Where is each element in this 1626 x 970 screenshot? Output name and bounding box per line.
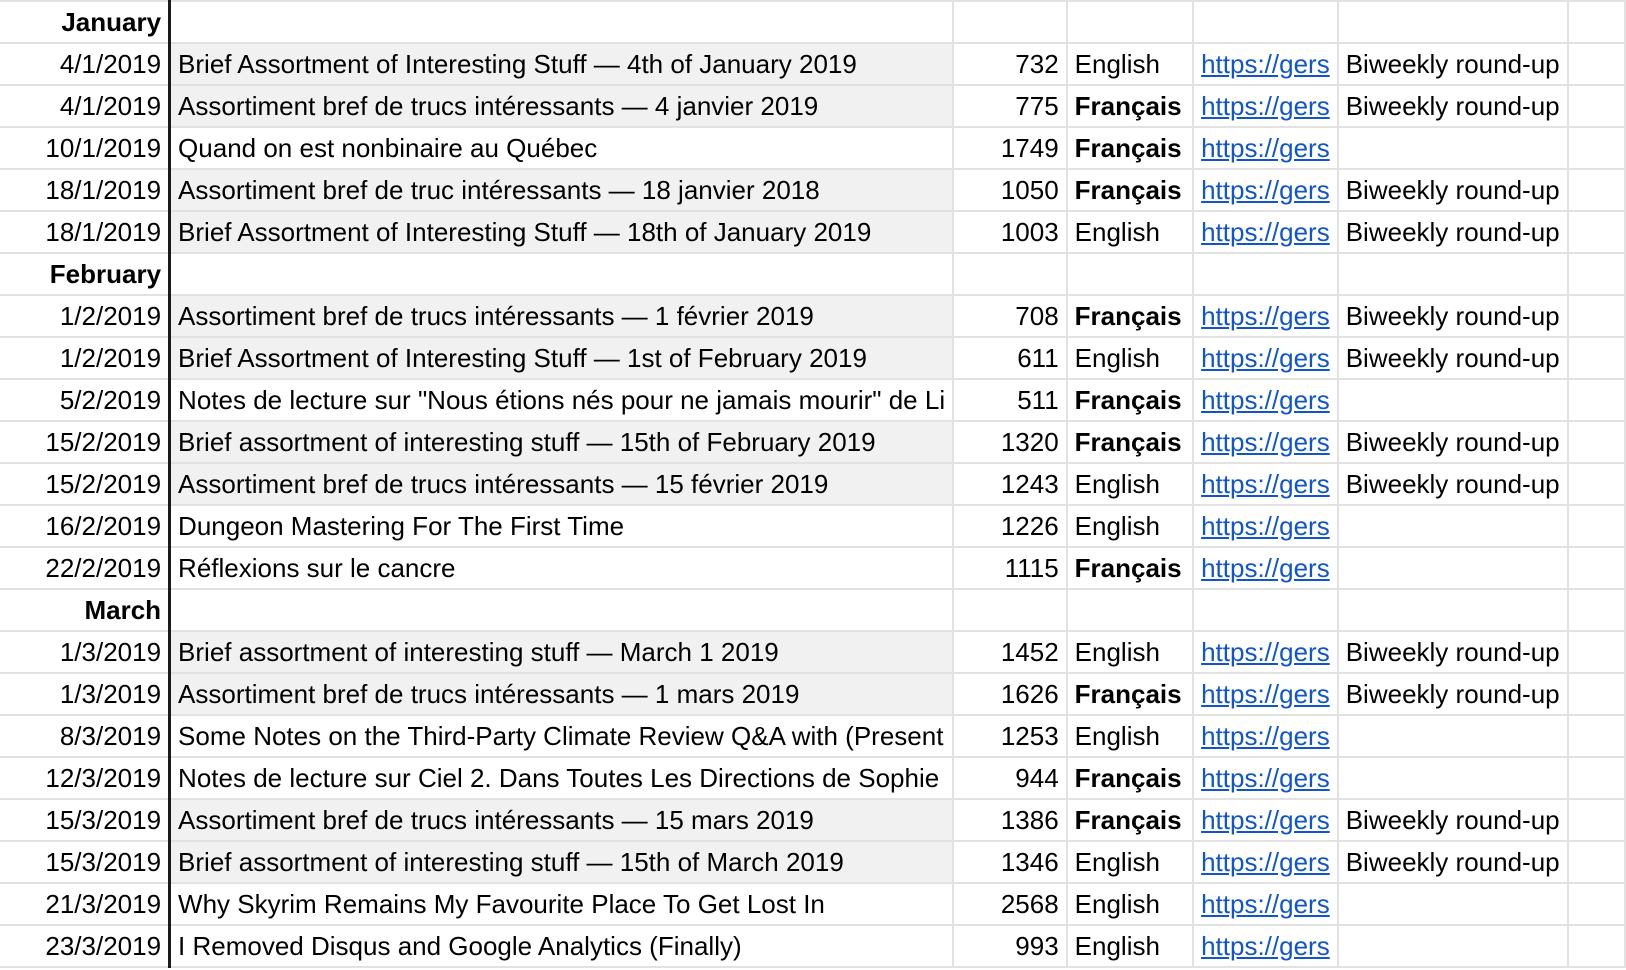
title-cell[interactable]: Brief Assortment of Interesting Stuff — 4th of January 2019: [170, 43, 954, 85]
date-cell[interactable]: 22/2/2019: [0, 547, 170, 589]
title-cell[interactable]: Brief assortment of interesting stuff — 15th of March 2019: [170, 841, 954, 883]
empty-cell[interactable]: [1568, 85, 1625, 127]
category-cell[interactable]: Biweekly round-up: [1338, 211, 1568, 253]
word-count-cell[interactable]: 1346: [953, 841, 1067, 883]
category-cell[interactable]: Biweekly round-up: [1338, 463, 1568, 505]
link-cell[interactable]: https://gers: [1193, 757, 1338, 799]
date-cell[interactable]: 23/3/2019: [0, 925, 170, 967]
table-row: [0, 883, 1625, 925]
language-cell[interactable]: Français: [1067, 379, 1193, 421]
link-cell[interactable]: https://gers: [1193, 505, 1338, 547]
empty-cell[interactable]: [1568, 757, 1625, 799]
spreadsheet-body: [0, 1, 1625, 967]
empty-cell[interactable]: [1568, 505, 1625, 547]
date-cell[interactable]: 21/3/2019: [0, 883, 170, 925]
month-header-row: [0, 1, 1625, 43]
table-row: [0, 631, 1625, 673]
table-row: [0, 673, 1625, 715]
link-cell[interactable]: https://gers: [1193, 673, 1338, 715]
date-cell[interactable]: 1/2/2019: [0, 337, 170, 379]
table-row: [0, 757, 1625, 799]
table-row: [0, 169, 1625, 211]
table-row: [0, 463, 1625, 505]
empty-cell[interactable]: [1568, 841, 1625, 883]
title-cell[interactable]: Assortiment bref de trucs intéressants — 4 janvier 2019: [170, 85, 954, 127]
language-cell[interactable]: English: [1067, 715, 1193, 757]
title-cell[interactable]: I Removed Disqus and Google Analytics (Finally): [170, 925, 954, 967]
empty-cell[interactable]: [170, 589, 954, 631]
word-count-cell[interactable]: 1243: [953, 463, 1067, 505]
empty-cell[interactable]: [1193, 1, 1338, 43]
table-row: [0, 379, 1625, 421]
word-count-cell[interactable]: 993: [953, 925, 1067, 967]
date-cell[interactable]: 15/3/2019: [0, 799, 170, 841]
empty-cell[interactable]: [1193, 253, 1338, 295]
table-row: [0, 127, 1625, 169]
table-row: [0, 43, 1625, 85]
empty-cell[interactable]: [1568, 631, 1625, 673]
link-cell[interactable]: https://gers: [1193, 715, 1338, 757]
language-cell[interactable]: English: [1067, 43, 1193, 85]
table-row: [0, 715, 1625, 757]
category-cell[interactable]: Biweekly round-up: [1338, 169, 1568, 211]
category-cell[interactable]: Biweekly round-up: [1338, 799, 1568, 841]
date-cell[interactable]: 8/3/2019: [0, 715, 170, 757]
empty-cell[interactable]: [1568, 127, 1625, 169]
date-cell[interactable]: 15/3/2019: [0, 841, 170, 883]
empty-cell[interactable]: [1067, 589, 1193, 631]
empty-cell[interactable]: [1568, 379, 1625, 421]
link-cell[interactable]: https://gers: [1193, 295, 1338, 337]
language-cell[interactable]: Français: [1067, 757, 1193, 799]
date-cell[interactable]: 18/1/2019: [0, 211, 170, 253]
category-cell[interactable]: Biweekly round-up: [1338, 841, 1568, 883]
table-row: [0, 547, 1625, 589]
empty-cell[interactable]: [1568, 799, 1625, 841]
month-header-row: [0, 589, 1625, 631]
word-count-cell[interactable]: 1320: [953, 421, 1067, 463]
empty-cell[interactable]: [1568, 169, 1625, 211]
title-cell[interactable]: Quand on est nonbinaire au Québec: [170, 127, 954, 169]
table-row: [0, 85, 1625, 127]
category-cell[interactable]: Biweekly round-up: [1338, 631, 1568, 673]
category-cell[interactable]: Biweekly round-up: [1338, 673, 1568, 715]
language-cell[interactable]: English: [1067, 337, 1193, 379]
empty-cell[interactable]: [1193, 589, 1338, 631]
language-cell[interactable]: English: [1067, 883, 1193, 925]
word-count-cell[interactable]: 1253: [953, 715, 1067, 757]
title-cell[interactable]: Brief assortment of interesting stuff — March 1 2019: [170, 631, 954, 673]
empty-cell[interactable]: [1338, 1, 1568, 43]
link-cell[interactable]: https://gers: [1193, 841, 1338, 883]
empty-cell[interactable]: [1568, 421, 1625, 463]
word-count-cell[interactable]: 1003: [953, 211, 1067, 253]
table-row: [0, 337, 1625, 379]
language-cell[interactable]: English: [1067, 463, 1193, 505]
date-cell[interactable]: 15/2/2019: [0, 463, 170, 505]
title-cell[interactable]: Assortiment bref de trucs intéressants — 15 mars 2019: [170, 799, 954, 841]
word-count-cell[interactable]: 944: [953, 757, 1067, 799]
language-cell[interactable]: Français: [1067, 169, 1193, 211]
empty-cell[interactable]: [1568, 715, 1625, 757]
category-cell[interactable]: [1338, 715, 1568, 757]
word-count-cell[interactable]: 1115: [953, 547, 1067, 589]
empty-cell[interactable]: [1568, 883, 1625, 925]
link-cell[interactable]: https://gers: [1193, 925, 1338, 967]
category-cell[interactable]: Biweekly round-up: [1338, 43, 1568, 85]
category-cell[interactable]: Biweekly round-up: [1338, 337, 1568, 379]
empty-cell[interactable]: [1568, 337, 1625, 379]
table-row: [0, 799, 1625, 841]
link-cell[interactable]: https://gers: [1193, 211, 1338, 253]
word-count-cell[interactable]: 708: [953, 295, 1067, 337]
empty-cell[interactable]: [170, 1, 954, 43]
category-cell[interactable]: [1338, 757, 1568, 799]
title-cell[interactable]: Brief assortment of interesting stuff — 15th of February 2019: [170, 421, 954, 463]
date-cell[interactable]: 16/2/2019: [0, 505, 170, 547]
month-header-cell[interactable]: January: [0, 1, 170, 43]
word-count-cell[interactable]: 775: [953, 85, 1067, 127]
empty-cell[interactable]: [1568, 211, 1625, 253]
language-cell[interactable]: Français: [1067, 673, 1193, 715]
month-header-row: [0, 253, 1625, 295]
language-cell[interactable]: Français: [1067, 799, 1193, 841]
empty-cell[interactable]: [953, 1, 1067, 43]
title-cell[interactable]: Assortiment bref de truc intéressants — 18 janvier 2018: [170, 169, 954, 211]
language-cell[interactable]: Français: [1067, 295, 1193, 337]
category-cell[interactable]: [1338, 925, 1568, 967]
month-header-cell[interactable]: March: [0, 589, 170, 631]
language-cell[interactable]: English: [1067, 631, 1193, 673]
empty-cell[interactable]: [1338, 253, 1568, 295]
link-cell[interactable]: https://gers: [1193, 631, 1338, 673]
date-cell[interactable]: 15/2/2019: [0, 421, 170, 463]
title-cell[interactable]: Notes de lecture sur Ciel 2. Dans Toutes Les Directions de Sophie: [170, 757, 954, 799]
month-header-cell[interactable]: February: [0, 253, 170, 295]
link-cell[interactable]: https://gers: [1193, 43, 1338, 85]
table-row: [0, 211, 1625, 253]
table-row: [0, 841, 1625, 883]
language-cell[interactable]: Français: [1067, 85, 1193, 127]
word-count-cell[interactable]: 1452: [953, 631, 1067, 673]
link-cell[interactable]: https://gers: [1193, 337, 1338, 379]
date-cell[interactable]: 12/3/2019: [0, 757, 170, 799]
table-row: [0, 295, 1625, 337]
word-count-cell[interactable]: 732: [953, 43, 1067, 85]
language-cell[interactable]: Français: [1067, 421, 1193, 463]
category-cell[interactable]: [1338, 883, 1568, 925]
word-count-cell[interactable]: 1749: [953, 127, 1067, 169]
date-cell[interactable]: 10/1/2019: [0, 127, 170, 169]
date-cell[interactable]: 4/1/2019: [0, 43, 170, 85]
empty-cell[interactable]: [1568, 589, 1625, 631]
title-cell[interactable]: Notes de lecture sur "Nous étions nés pour ne jamais mourir" de Li: [170, 379, 954, 421]
title-cell[interactable]: Why Skyrim Remains My Favourite Place To Get Lost In: [170, 883, 954, 925]
language-cell[interactable]: English: [1067, 841, 1193, 883]
empty-cell[interactable]: [1568, 547, 1625, 589]
link-cell[interactable]: https://gers: [1193, 547, 1338, 589]
word-count-cell[interactable]: 1386: [953, 799, 1067, 841]
link-cell[interactable]: https://gers: [1193, 127, 1338, 169]
category-cell[interactable]: Biweekly round-up: [1338, 85, 1568, 127]
table-row: [0, 505, 1625, 547]
title-cell[interactable]: Dungeon Mastering For The First Time: [170, 505, 954, 547]
empty-cell[interactable]: [1568, 295, 1625, 337]
title-cell[interactable]: Assortiment bref de trucs intéressants — 1 février 2019: [170, 295, 954, 337]
category-cell[interactable]: [1338, 505, 1568, 547]
word-count-cell[interactable]: 1626: [953, 673, 1067, 715]
link-cell[interactable]: https://gers: [1193, 463, 1338, 505]
title-cell[interactable]: Réflexions sur le cancre: [170, 547, 954, 589]
word-count-cell[interactable]: 1050: [953, 169, 1067, 211]
empty-cell[interactable]: [1067, 1, 1193, 43]
title-cell[interactable]: Some Notes on the Third-Party Climate Review Q&A with (Present: [170, 715, 954, 757]
date-cell[interactable]: 5/2/2019: [0, 379, 170, 421]
empty-cell[interactable]: [1568, 43, 1625, 85]
date-cell[interactable]: 1/2/2019: [0, 295, 170, 337]
word-count-cell[interactable]: 2568: [953, 883, 1067, 925]
empty-cell[interactable]: [1067, 253, 1193, 295]
category-cell[interactable]: Biweekly round-up: [1338, 421, 1568, 463]
empty-cell[interactable]: [1568, 673, 1625, 715]
category-cell[interactable]: [1338, 547, 1568, 589]
word-count-cell[interactable]: 511: [953, 379, 1067, 421]
category-cell[interactable]: [1338, 127, 1568, 169]
link-cell[interactable]: https://gers: [1193, 883, 1338, 925]
table-row: [0, 925, 1625, 967]
language-cell[interactable]: Français: [1067, 127, 1193, 169]
link-cell[interactable]: https://gers: [1193, 169, 1338, 211]
language-cell[interactable]: Français: [1067, 547, 1193, 589]
title-cell[interactable]: Assortiment bref de trucs intéressants — 1 mars 2019: [170, 673, 954, 715]
empty-cell[interactable]: [1338, 589, 1568, 631]
word-count-cell[interactable]: 611: [953, 337, 1067, 379]
link-cell[interactable]: https://gers: [1193, 421, 1338, 463]
empty-cell[interactable]: [170, 253, 954, 295]
date-cell[interactable]: 4/1/2019: [0, 85, 170, 127]
title-cell[interactable]: Brief Assortment of Interesting Stuff — 1st of February 2019: [170, 337, 954, 379]
category-cell[interactable]: Biweekly round-up: [1338, 295, 1568, 337]
date-cell[interactable]: 18/1/2019: [0, 169, 170, 211]
language-cell[interactable]: English: [1067, 925, 1193, 967]
language-cell[interactable]: English: [1067, 505, 1193, 547]
empty-cell[interactable]: [953, 253, 1067, 295]
title-cell[interactable]: Brief Assortment of Interesting Stuff — 18th of January 2019: [170, 211, 954, 253]
word-count-cell[interactable]: 1226: [953, 505, 1067, 547]
empty-cell[interactable]: [953, 589, 1067, 631]
link-cell[interactable]: https://gers: [1193, 379, 1338, 421]
date-cell[interactable]: 1/3/2019: [0, 631, 170, 673]
category-cell[interactable]: [1338, 379, 1568, 421]
link-cell[interactable]: https://gers: [1193, 799, 1338, 841]
date-cell[interactable]: 1/3/2019: [0, 673, 170, 715]
language-cell[interactable]: English: [1067, 211, 1193, 253]
empty-cell[interactable]: [1568, 463, 1625, 505]
link-cell[interactable]: https://gers: [1193, 85, 1338, 127]
table-row: [0, 421, 1625, 463]
title-cell[interactable]: Assortiment bref de trucs intéressants — 15 février 2019: [170, 463, 954, 505]
empty-cell[interactable]: [1568, 1, 1625, 43]
empty-cell[interactable]: [1568, 253, 1625, 295]
empty-cell[interactable]: [1568, 925, 1625, 967]
